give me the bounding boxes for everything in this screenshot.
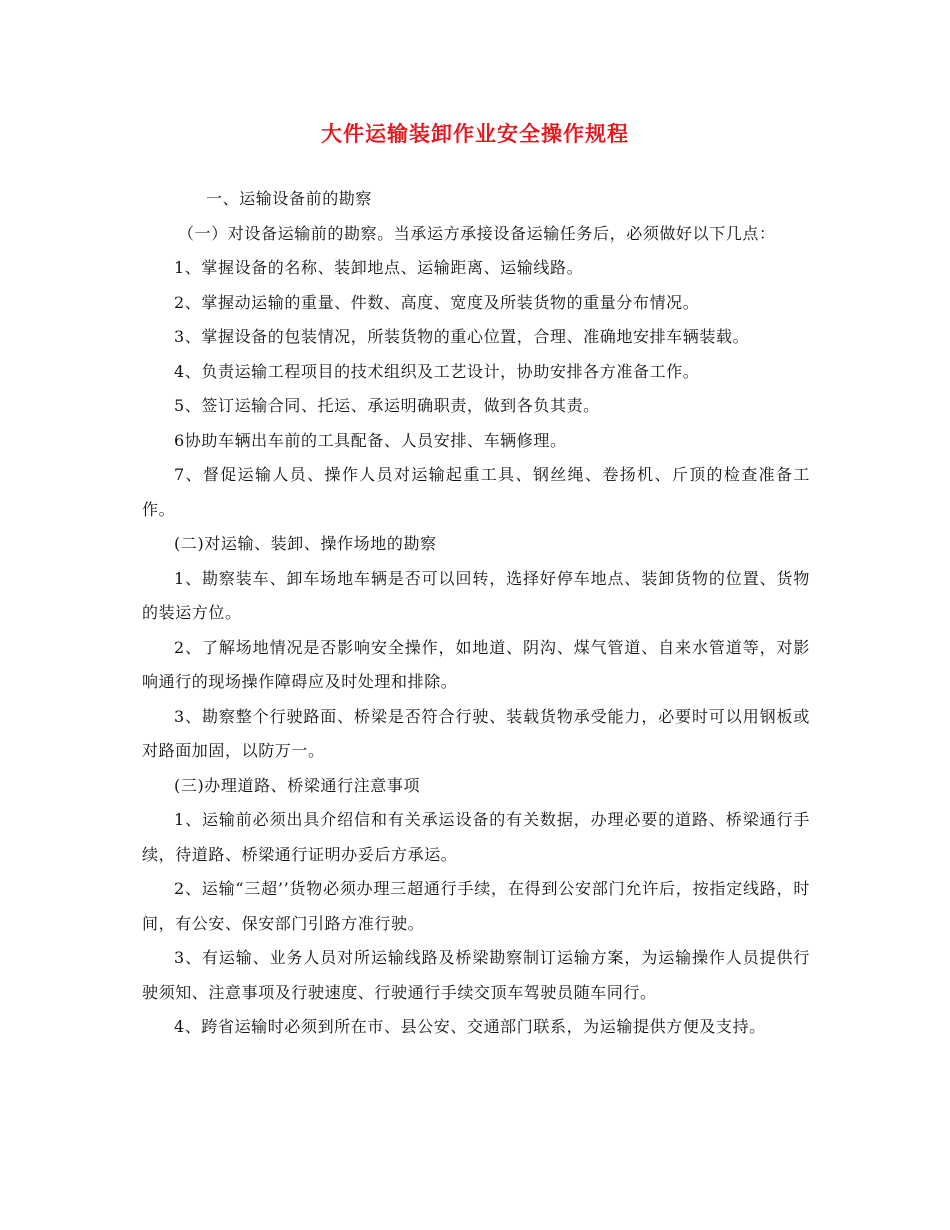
section-heading: 一、运输设备前的勘察 [206, 189, 373, 208]
subsection-heading: (三)办理道路、桥梁通行注意事项 [174, 775, 421, 795]
list-item: 3、勘察整个行驶路面、桥梁是否符合行驶、装载货物承受能力，必要时可以用钢板或对路面加固，以防万一。 [142, 706, 810, 760]
list-item: 3、掌握设备的包装情况，所装货物的重心位置，合理、准确地安排车辆装载。 [174, 327, 750, 346]
subsection-paragraph: （一）对设备运输前的勘察。当承运方承接设备运输任务后，必须做好以下几点： [178, 223, 776, 243]
document-body [142, 182, 810, 1045]
list-item: 6协助车辆出车前的工具配备、人员安排、车辆修理。 [174, 430, 567, 450]
list-item: 1、勘察装车、卸车场地车辆是否可以回转，选择好停车地点、装卸货物的位置、货物的装运方位。 [142, 568, 810, 622]
list-item: 4、负责运输工程项目的技术组织及工艺设计，协助安排各方准备工作。 [174, 361, 700, 381]
list-item: 5、签订运输合同、托运、承运明确职责，做到各负其责。 [174, 396, 600, 415]
list-item: 1、掌握设备的名称、装卸地点、运输距离、运输线路。 [174, 258, 584, 277]
list-item: 1、运输前必须出具介绍信和有关承运设备的有关数据，办理必要的道路、桥梁通行手续，待道路、桥梁通行证明办妥后方承运。 [142, 810, 810, 864]
list-item: 2、掌握动运输的重量、件数、高度、宽度及所装货物的重量分布情况。 [174, 292, 700, 312]
subsection-heading: (二)对运输、装卸、操作场地的勘察 [174, 534, 437, 553]
list-item: 7、督促运输人员、操作人员对运输起重工具、钢丝绳、卷扬机、斤顶的检查准备工作。 [142, 465, 810, 519]
list-item: 2、运输“三超’’货物必须办理三超通行手续，在得到公安部门允许后，按指定线路，时间，有公安、保安部门引路方准行驶。 [142, 879, 810, 933]
list-item: 3、有运输、业务人员对所运输线路及桥梁勘察制订运输方案，为运输操作人员提供行驶须知、注意事项及行驶速度、行驶通行手续交顶车驾驶员随车同行。 [142, 948, 810, 1002]
list-item: 2、了解场地情况是否影响安全操作，如地道、阴沟、煤气管道、自来水管道等，对影响通行的现场操作障碍应及时处理和排除。 [142, 637, 810, 691]
document-title: 大件运输装卸作业安全操作规程 [321, 122, 629, 146]
list-item: 4、跨省运输时必须到所在市、县公安、交通部门联系，为运输提供方便及支持。 [174, 1017, 766, 1036]
